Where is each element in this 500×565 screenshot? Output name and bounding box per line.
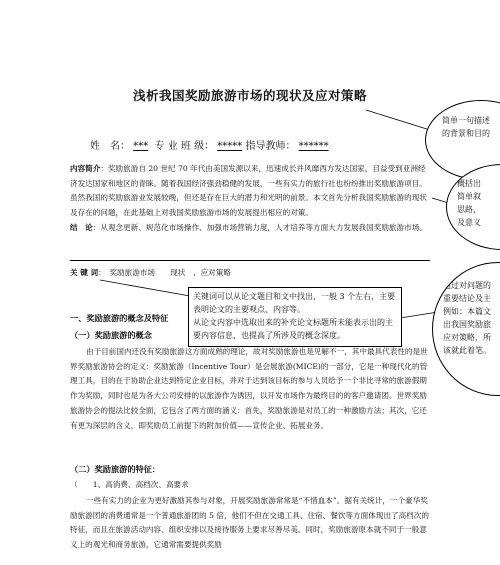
keywords-label: 关 键 词 bbox=[70, 268, 99, 277]
major-label: 专 业 班 级： bbox=[154, 141, 215, 152]
advisor-label: 指导教师： bbox=[245, 141, 296, 152]
conclusion-text: ：从观念更新、规范化市场操作、加强市场营销力度，人才培养等方面大力发展我国奖励旅游市场。 bbox=[92, 222, 427, 232]
name-label: 姓 名： bbox=[90, 141, 130, 152]
advisor-value: ****** bbox=[298, 141, 329, 152]
major-value: ***** bbox=[217, 141, 243, 152]
callout-bubble-3-text: 通过对问题的 重要结论及主 例如：本篇文 出我国奖励旅 应对策略，所 该就此着笔。 bbox=[443, 281, 491, 355]
callout-bubble-1-text: 简单一句描述 的背景和目的 bbox=[442, 116, 490, 138]
keyword-note-box bbox=[188, 287, 402, 347]
subsection-heading-1-2: （二）奖励旅游的特征： bbox=[70, 464, 161, 474]
conclusion-label: 结 论 bbox=[70, 222, 93, 232]
section-heading-1: 一、奖励旅游的概念及特征 bbox=[70, 313, 169, 323]
keyword-note-text: 关键词可以从论文题目和文中找出，一般 3 个左右，主要表明论文的主要观点、内容等。 从论文内容中选取出来的补充论文标题所未能表示出的主要内容信息，也提高了所涉及的概念深度。 bbox=[193, 292, 396, 340]
name-value: *** bbox=[133, 141, 149, 152]
feature-paragraph: 一些有实力的企业为更好激励其参与对象，开展奖励旅游常常是“不惜血本”。据有关统计，一个豪华奖励旅游团的消费通常是一个普通旅游团的 5 倍，他们不但在交通工具、住宿、餐饮等方面体现出了高档次的特征，而且在旅游活动内容、组织安排以及接待服务上要求尽善尽美。同时，奖励旅游原本就不同于一般意义上的观光和商务旅游，它通常需要提供奖励 bbox=[70, 496, 429, 550]
definition-paragraph: 由于目前国内还没有奖励旅游这方面成熟的理论，故对奖励旅游也是见解不一，其中最具代表性的是世界奖励旅游协会的定义：奖励旅游（Incentive Tour）是会展旅游(MICE)的一部分，它是一种现代化的管理工具，目的在于协助企业达到特定企业目标，并对于达到该目标的参与人员给予一个非比寻常的旅游假期作为奖励，同时也是为各大公司安排的以旅游作为诱因，以开发市场作为最终目的的客户邀请团。世界奖励旅游协会的提法比较全面，它包含了两方面的涵义：首先，奖励旅游是对员工的一种激励方法；其次，它还有更为深层的含义，即奖励员工前提下的附加价值——宣传企业、拓展业务。 bbox=[70, 347, 428, 430]
abstract-label: 内容简介 bbox=[70, 164, 101, 173]
keywords-text: ： 奖励旅游市场 现状 、应对策略 bbox=[98, 268, 231, 277]
abstract-text: ：奖励旅游自 20 世纪 70 年代由美国发源以来，迅速成长并风靡西方发达国家，目益受到亚洲经济发达国家和地区的青睐。随着我国经济强劲稳健的发展，一些有实力的旅行社也纷纷推出奖励旅游项目。虽然我国的奖励旅游业发展较晚，但还是存在巨大的潜力和光明的前景。本文首先分析我国奖励旅游的现状及存在的问题，在此基础上对我国奖励旅游市场的发展提出相应的对策。 bbox=[70, 164, 427, 218]
paper-title: 浅析我国奖励旅游市场的现状及应对策略 bbox=[132, 88, 367, 103]
subsection-heading-1-1: （一）奖励旅游的概念 bbox=[70, 330, 152, 340]
callout-bubble-2-text: 概括出 简单叙 思路， 及意义 bbox=[457, 179, 481, 227]
feature-item-1: （ 1、高消费、高档次、高要求 bbox=[70, 480, 189, 489]
